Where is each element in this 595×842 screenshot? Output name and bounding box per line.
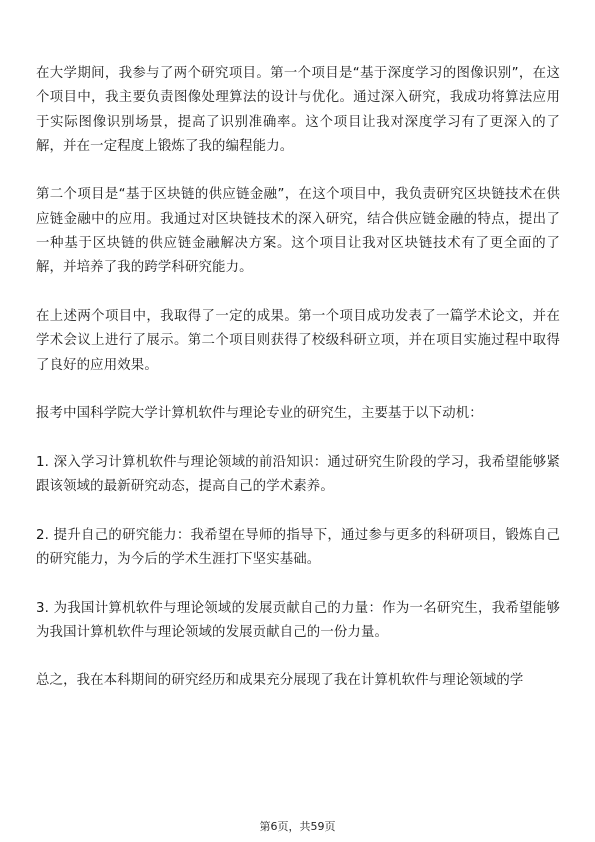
- paragraph-motivation-2: 2. 提升自己的研究能力：我希望在导师的指导下，通过参与更多的科研项目，锻炼自己的研究能力，为今后的学术生涯打下坚实基础。: [36, 527, 560, 567]
- paragraph-motivation-3: 3. 为我国计算机软件与理论领域的发展贡献自己的力量：作为一名研究生，我希望能够为我国计算机软件与理论领域的发展贡献自己的一份力量。: [36, 600, 560, 640]
- paragraph-motivation-1: 1. 深入学习计算机软件与理论领域的前沿知识：通过研究生阶段的学习，我希望能够紧跟该领域的最新研究动态，提高自己的学术素养。: [36, 454, 560, 495]
- page-number-footer: 第6页，共59页: [259, 820, 336, 833]
- paragraph-research-project-2: 第二个项目是“基于区块链的供应链金融”，在这个项目中，我负责研究区块链技术在供应链金融中的应用。我通过对区块链技术的深入研究，结合供应链金融的特点，提出了一种基于区块链的供应链金融解决方案。这个项目让我对区块链技术有了更全面的了解，并培养了我的跨学科研究能力。: [36, 187, 560, 276]
- paragraph-research-project-1: 在大学期间，我参与了两个研究项目。第一个项目是“基于深度学习的图像识别”，在这个项目中，我主要负责图像处理算法的设计与优化。通过深入研究，我成功将算法应用于实际图像识别场景，提高了识别准确率。这个项目让我对深度学习有了更深入的了解，并在一定程度上锻炼了我的编程能力。: [36, 66, 560, 154]
- paragraph-conclusion: 总之，我在本科期间的研究经历和成果充分展现了我在计算机软件与理论领域的学: [36, 673, 524, 689]
- paragraph-research-results: 在上述两个项目中，我取得了一定的成果。第一个项目成功发表了一篇学术论文，并在学术会议上进行了展示。第二个项目则获得了校级科研立项，并在项目实施过程中取得了良好的应用效果。: [36, 308, 560, 373]
- document-body: [36, 62, 560, 718]
- paragraph-motivation-intro: 报考中国科学院大学计算机软件与理论专业的研究生，主要基于以下动机：: [36, 406, 483, 422]
